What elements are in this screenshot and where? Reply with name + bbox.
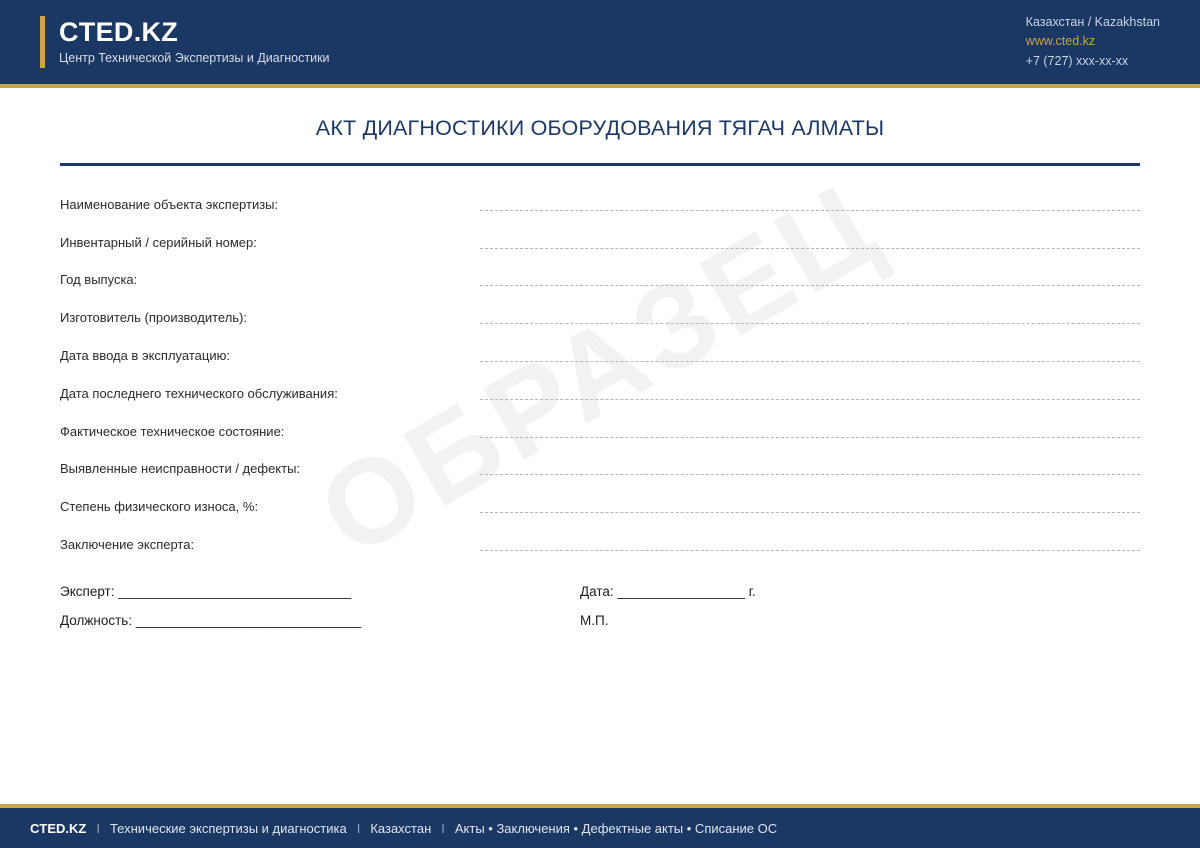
header-country: Казахстан / Kazakhstan bbox=[1025, 14, 1160, 29]
field-row bbox=[60, 218, 1140, 256]
brand-subtitle: Центр Технической Экспертизы и Диагностики bbox=[59, 51, 330, 66]
footer-segment-services: Технические экспертизы и диагностика bbox=[109, 820, 347, 836]
signature-block bbox=[60, 584, 1140, 628]
page-footer bbox=[0, 804, 1200, 848]
footer-separator: I bbox=[356, 820, 361, 836]
field-input-line[interactable] bbox=[480, 209, 1140, 211]
field-input-line[interactable] bbox=[480, 247, 1140, 249]
position-field[interactable]: Должность: ______________________________ bbox=[60, 612, 362, 628]
field-row bbox=[60, 369, 1140, 407]
fields-list bbox=[60, 180, 1140, 558]
page-title: АКТ ДИАГНОСТИКИ ОБОРУДОВАНИЯ ТЯГАЧ АЛМАТЫ bbox=[315, 116, 885, 140]
field-row bbox=[60, 180, 1140, 218]
brand-title: CTED.KZ bbox=[59, 16, 179, 47]
field-row bbox=[60, 445, 1140, 483]
stamp-placeholder: М.П. bbox=[580, 612, 609, 628]
field-label: Заключение эксперта: bbox=[60, 536, 195, 552]
expert-signature-field[interactable]: Эксперт: _______________________________ bbox=[60, 583, 351, 599]
signature-row-expert bbox=[60, 584, 1140, 599]
brand-accent-bar bbox=[40, 16, 45, 68]
header-website-link[interactable]: www.cted.kz bbox=[1025, 34, 1096, 49]
field-label: Год выпуска: bbox=[60, 272, 138, 288]
field-input-line[interactable] bbox=[480, 322, 1140, 324]
footer-segment-documents: Акты • Заключения • Дефектные акты • Списание ОС bbox=[454, 820, 778, 836]
field-label: Дата последнего технического обслуживания: bbox=[60, 385, 338, 401]
field-label: Наименование объекта экспертизы: bbox=[60, 196, 279, 212]
signature-row-position bbox=[60, 613, 1140, 628]
field-row bbox=[60, 520, 1140, 558]
field-input-line[interactable] bbox=[480, 398, 1140, 400]
field-label: Степень физического износа, %: bbox=[60, 499, 259, 515]
date-field[interactable]: Дата: _________________ г. bbox=[580, 583, 756, 599]
field-input-line[interactable] bbox=[480, 360, 1140, 362]
field-input-line[interactable] bbox=[480, 511, 1140, 513]
header-phone: +7 (727) xxx-xx-xx bbox=[1025, 53, 1129, 68]
field-label: Фактическое техническое состояние: bbox=[60, 423, 285, 439]
watermark-sample: ОБРАЗЕЦ bbox=[297, 155, 903, 583]
field-row bbox=[60, 407, 1140, 445]
field-input-line[interactable] bbox=[480, 436, 1140, 438]
footer-separator: I bbox=[96, 820, 100, 836]
page-header bbox=[0, 0, 1200, 88]
field-input-line[interactable] bbox=[480, 473, 1140, 475]
field-row bbox=[60, 482, 1140, 520]
field-input-line[interactable] bbox=[480, 549, 1140, 551]
field-row bbox=[60, 256, 1140, 294]
brand-block bbox=[40, 16, 330, 68]
field-input-line[interactable] bbox=[480, 284, 1140, 286]
footer-separator: I bbox=[441, 820, 445, 836]
field-label: Выявленные неисправности / дефекты: bbox=[60, 461, 301, 477]
document-body bbox=[0, 116, 1200, 628]
field-label: Дата ввода в эксплуатацию: bbox=[60, 347, 230, 363]
footer-brand: CTED.KZ bbox=[30, 820, 87, 836]
field-row bbox=[60, 293, 1140, 331]
field-label: Инвентарный / серийный номер: bbox=[60, 234, 257, 250]
field-row bbox=[60, 331, 1140, 369]
title-divider bbox=[60, 163, 1140, 166]
header-contacts bbox=[1026, 13, 1160, 71]
field-label: Изготовитель (производитель): bbox=[60, 310, 247, 326]
footer-segment-country: Казахстан bbox=[370, 820, 432, 836]
